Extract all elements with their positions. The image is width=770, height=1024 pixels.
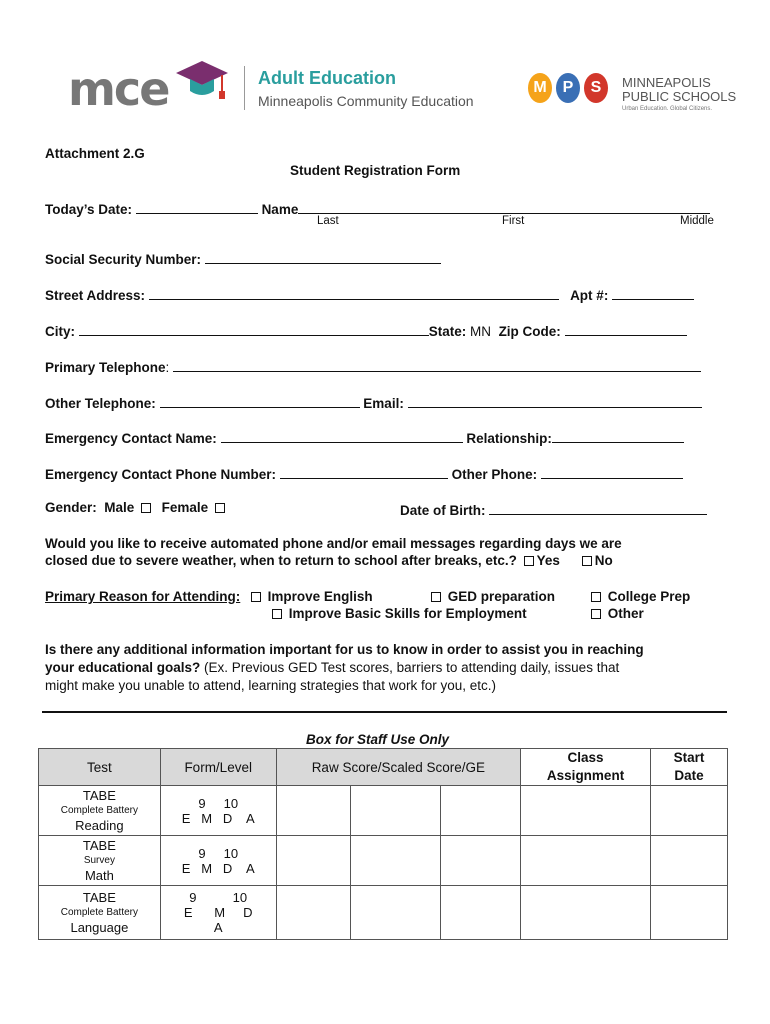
name-label: Name <box>261 202 299 217</box>
emergency-phone-row <box>45 464 683 482</box>
levels: 9 10 <box>189 890 248 905</box>
emergency-phone-field[interactable] <box>280 464 448 479</box>
zip-label: Zip Code: <box>498 324 561 339</box>
additional-line2-rest: (Ex. Previous GED Test scores, barriers to attending daily, issues that <box>200 660 620 675</box>
test-cell <box>39 886 161 940</box>
additional-line1: Is there any additional information important for us to know in order to assist you in reaching <box>45 642 644 657</box>
header-start-date: Start Date <box>651 749 728 786</box>
header-form-level: Form/Level <box>160 749 276 786</box>
test-name: TABE <box>82 788 116 803</box>
reason-ged <box>428 589 555 604</box>
mps-name-line2: PUBLIC SCHOOLS <box>622 89 737 104</box>
name-first-caption: First <box>502 215 525 227</box>
messages-question-line2-row <box>45 553 613 568</box>
start-date-cell[interactable] <box>651 786 728 836</box>
staff-box-caption: Box for Staff Use Only <box>306 732 450 747</box>
raw-score-cell[interactable] <box>276 836 351 886</box>
scaled-score-cell[interactable] <box>351 886 441 940</box>
state-label: State: <box>428 324 467 339</box>
street-row <box>45 285 694 303</box>
dob-field[interactable] <box>489 500 707 515</box>
reason-label: Primary Reason for Attending: <box>45 589 241 604</box>
test-name: TABE <box>82 838 116 853</box>
test-subject: Reading <box>75 818 124 833</box>
email-label: Email: <box>363 396 404 411</box>
test-subject: Language <box>70 920 129 935</box>
adult-education-subtitle: Minneapolis Community Education <box>258 93 474 109</box>
reason-other <box>588 606 644 621</box>
todays-date-field[interactable] <box>136 199 258 214</box>
class-assignment-cell[interactable] <box>521 786 651 836</box>
improve-english-checkbox[interactable] <box>251 592 261 602</box>
scaled-score-cell[interactable] <box>351 786 441 836</box>
male-label: Male <box>104 500 135 515</box>
form-level-cell <box>160 886 276 940</box>
reason-option-other: Other <box>607 606 644 621</box>
name-last-caption: Last <box>317 215 339 227</box>
divider-line <box>42 711 727 713</box>
messages-question-line1: Would you like to receive automated phone and/or email messages regarding days we are <box>45 536 622 551</box>
form-level-cell <box>160 786 276 836</box>
emergency-name-field[interactable] <box>221 428 463 443</box>
start-date-cell[interactable] <box>651 886 728 940</box>
staff-table-header <box>39 749 728 786</box>
dob-label: Date of Birth: <box>400 503 486 518</box>
additional-line3: might make you unable to attend, learning strategies that work for you, etc.) <box>45 678 496 693</box>
staff-table <box>38 748 728 940</box>
apt-field[interactable] <box>612 285 694 300</box>
gender-label: Gender: <box>45 500 97 515</box>
other-checkbox[interactable] <box>591 609 601 619</box>
primary-phone-colon: : <box>165 360 170 375</box>
ge-cell[interactable] <box>441 836 521 886</box>
other-phone2-field[interactable] <box>541 464 683 479</box>
ssn-field[interactable] <box>205 249 441 264</box>
mps-tagline: Urban Education. Global Citizens. <box>622 106 713 112</box>
city-label: City: <box>45 324 75 339</box>
relationship-field[interactable] <box>552 428 684 443</box>
dob-row <box>400 500 707 518</box>
other-phone2-label: Other Phone: <box>451 467 538 482</box>
table-row <box>39 886 728 940</box>
ged-checkbox[interactable] <box>431 592 441 602</box>
ssn-label: Social Security Number: <box>45 252 202 267</box>
table-row <box>39 786 728 836</box>
attachment-label: Attachment 2.G <box>45 146 145 161</box>
class-assignment-cell[interactable] <box>521 886 651 940</box>
name-field[interactable] <box>298 199 710 214</box>
forms: E M D A <box>181 860 255 876</box>
forms: E M D <box>183 905 253 920</box>
class-assignment-cell[interactable] <box>521 836 651 886</box>
yes-label: Yes <box>536 553 560 568</box>
reason-row1 <box>45 589 373 604</box>
header-test: Test <box>39 749 161 786</box>
other-phone-label: Other Telephone: <box>45 396 156 411</box>
mps-letter-m: M <box>528 73 552 103</box>
todays-date-row <box>45 199 710 217</box>
other-phone-field[interactable] <box>160 393 360 408</box>
test-cell <box>39 786 161 836</box>
ge-cell[interactable] <box>441 886 521 940</box>
street-field[interactable] <box>149 285 559 300</box>
college-prep-checkbox[interactable] <box>591 592 601 602</box>
primary-phone-field[interactable] <box>173 357 701 372</box>
raw-score-cell[interactable] <box>276 786 351 836</box>
header-class-assignment: Class Assignment <box>521 749 651 786</box>
primary-phone-row <box>45 357 701 375</box>
forms: E M D A <box>181 810 255 826</box>
zip-field[interactable] <box>565 321 687 336</box>
test-sub: Complete Battery <box>60 907 139 918</box>
reason-option-college-prep: College Prep <box>607 589 691 604</box>
reason-option-basic-skills: Improve Basic Skills for Employment <box>288 606 527 621</box>
ge-cell[interactable] <box>441 786 521 836</box>
mps-letter-p: P <box>556 73 580 103</box>
city-row <box>45 321 687 339</box>
emergency-name-label: Emergency Contact Name: <box>45 431 217 446</box>
name-middle-caption: Middle <box>680 215 714 227</box>
reason-option-improve-english: Improve English <box>267 589 373 604</box>
logo-divider <box>244 66 245 110</box>
email-field[interactable] <box>408 393 702 408</box>
ssn-row <box>45 249 441 267</box>
no-checkbox[interactable] <box>582 556 592 566</box>
test-cell <box>39 836 161 886</box>
scaled-score-cell[interactable] <box>351 836 441 886</box>
levels: 9 10 <box>198 845 239 861</box>
reason-college <box>588 589 690 604</box>
raw-score-cell[interactable] <box>276 886 351 940</box>
other-phone-row <box>45 393 702 411</box>
basic-skills-checkbox[interactable] <box>272 609 282 619</box>
yes-checkbox[interactable] <box>524 556 534 566</box>
test-sub: Survey <box>83 855 115 866</box>
street-label: Street Address: <box>45 288 146 303</box>
test-name: TABE <box>82 890 116 905</box>
mps-letter-s: S <box>584 73 608 103</box>
no-label: No <box>594 553 613 568</box>
gender-row <box>45 500 228 515</box>
reason-basic <box>269 606 527 621</box>
emergency-phone-label: Emergency Contact Phone Number: <box>45 467 277 482</box>
additional-line2-row <box>45 660 619 675</box>
mce-logo-text: mce <box>68 62 169 116</box>
table-row <box>39 836 728 886</box>
todays-date-label: Today’s Date: <box>45 202 133 217</box>
reason-option-ged: GED preparation <box>447 589 556 604</box>
start-date-cell[interactable] <box>651 836 728 886</box>
graduation-cap-icon <box>172 55 232 110</box>
mps-name-line1: MINNEAPOLIS <box>622 75 711 90</box>
female-checkbox[interactable] <box>215 503 225 513</box>
primary-phone-label: Primary Telephone <box>45 360 166 375</box>
city-field[interactable] <box>79 321 429 336</box>
relationship-label: Relationship: <box>466 431 552 446</box>
apt-label: Apt #: <box>570 288 609 303</box>
adult-education-title: Adult Education <box>258 68 396 88</box>
forms-extra: A <box>213 920 223 935</box>
test-subject: Math <box>84 868 114 883</box>
form-title: Student Registration Form <box>290 163 461 178</box>
female-label: Female <box>161 500 209 515</box>
emergency-name-row <box>45 428 684 446</box>
male-checkbox[interactable] <box>141 503 151 513</box>
state-value: MN <box>470 324 492 339</box>
test-sub: Complete Battery <box>60 805 139 816</box>
levels: 9 10 <box>198 795 239 811</box>
form-level-cell <box>160 836 276 886</box>
header-raw-score: Raw Score/Scaled Score/GE <box>276 749 520 786</box>
additional-line2-bold: your educational goals? <box>45 660 201 675</box>
messages-question-line2: closed due to severe weather, when to return to school after breaks, etc.? <box>45 553 517 568</box>
